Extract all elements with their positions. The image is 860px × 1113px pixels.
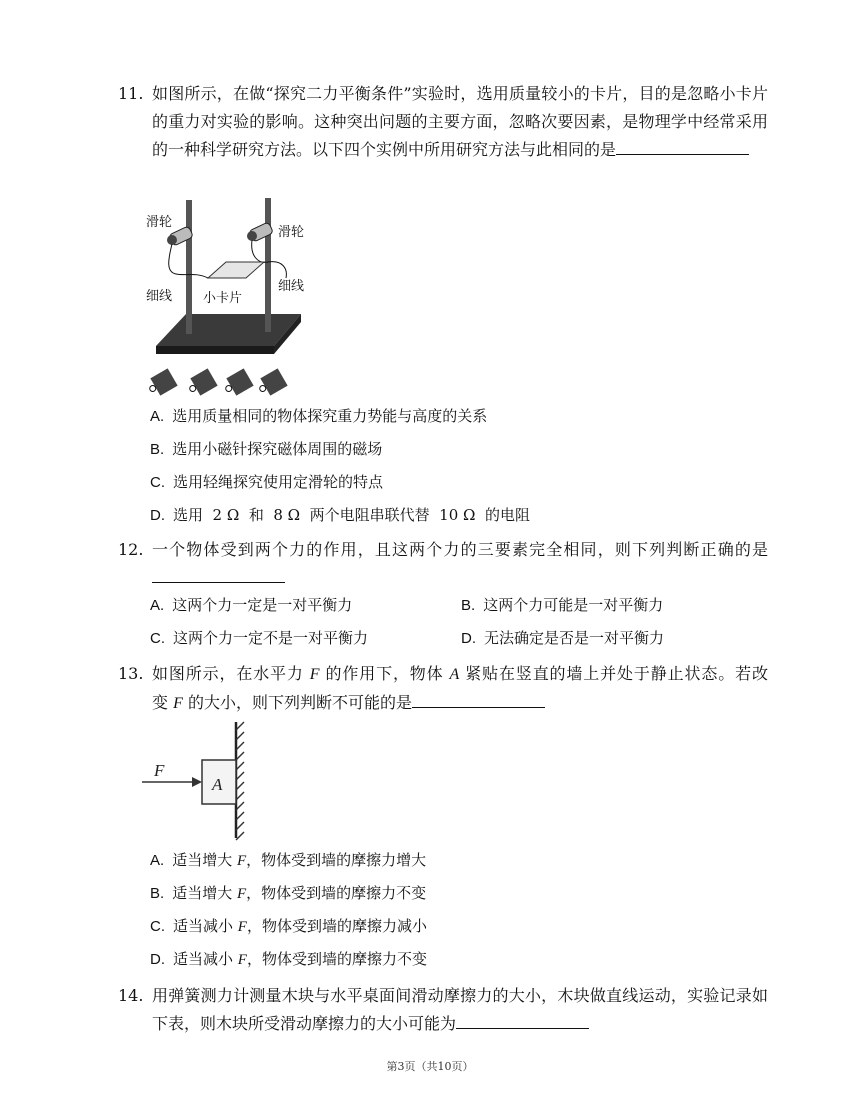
variable-f: F [173,695,183,712]
option-text: ，物体受到墙的摩擦力不变 [246,950,427,968]
option-label: B. [150,441,165,458]
question-text-part: 如图所示，在水平力 [152,664,304,683]
q13-option-a[interactable] [150,849,426,872]
question-11 [118,80,768,164]
q11-option-c[interactable] [150,471,383,494]
option-text: 适当减小 [173,950,234,968]
arrow-head-icon [192,777,202,787]
q13-option-b[interactable] [150,882,426,905]
question-number: 12. [118,540,144,559]
question-12 [118,536,768,592]
q12-option-d[interactable] [461,627,664,650]
answer-blank [152,564,285,583]
q12-option-a[interactable] [150,594,352,617]
q13-option-d[interactable] [150,948,427,971]
variable-f: F [309,666,320,683]
question-text: 如图所示，在做“探究二力平衡条件”实验时，选用质量较小的卡片，目的是忽略小卡片的重力对实验的影响。这种突出问题的主要方面，忽略次要因素，是物理学中经常采用的一种科学研究方法。以下四个实例中所用研究方法与此相同的是 [152,84,768,159]
variable-f: F [237,919,247,935]
variable-f: F [236,886,247,902]
string-label-right: 细线 [278,279,305,294]
q12-option-b[interactable] [461,594,663,617]
answer-blank [616,136,749,155]
option-text: 这两个力一定不是一对平衡力 [173,629,369,647]
option-label: A. [150,408,165,425]
answer-blank [412,689,545,708]
option-text: ，物体受到墙的摩擦力不变 [246,884,427,902]
option-text: ，物体受到墙的摩擦力减小 [246,917,427,935]
option-label: B. [150,885,165,902]
option-text: 选用 2 Ω 和 8 Ω 两个电阻串联代替 10 Ω 的电阻 [173,506,531,524]
q13-option-c[interactable] [150,915,427,938]
page-footer: 第3页（共10页） [386,1060,474,1073]
question-number: 11. [118,84,144,103]
q12-option-c[interactable] [150,627,368,650]
option-text: 选用质量相同的物体探究重力势能与高度的关系 [172,407,488,425]
question-text-part: 的大小，则下列判断不可能的是 [187,693,412,712]
force-label: F [154,761,165,780]
option-label: B. [461,597,476,614]
balance-apparatus-figure [146,196,306,396]
pulley-label-right: 滑轮 [278,225,305,240]
option-text: ，物体受到墙的摩擦力增大 [246,851,427,869]
variable-f: F [236,853,247,869]
option-label: D. [150,951,165,968]
question-13 [118,660,768,718]
option-label: D. [461,630,476,647]
option-label: D. [150,507,165,524]
option-text: 适当增大 [172,884,233,902]
option-text: 选用小磁针探究磁体周围的磁场 [172,440,383,458]
question-number: 13. [118,664,144,683]
question-text-part: 的作用下，物体 [325,664,444,683]
q11-option-d[interactable] [150,504,530,527]
question-text: 用弹簧测力计测量木块与水平桌面间滑动摩擦力的大小，木块做直线运动，实验记录如下表，则木块所受滑动摩擦力的大小可能为 [152,986,768,1033]
answer-blank [456,1010,589,1029]
question-14 [118,982,768,1038]
option-label: A. [150,852,165,869]
pulley-label-left: 滑轮 [146,215,173,230]
block-wall-figure [140,718,250,843]
option-text: 这两个力可能是一对平衡力 [483,596,664,614]
option-label: C. [150,630,165,647]
variable-f: F [237,952,247,968]
variable-a: A [449,666,460,683]
question-text: 一个物体受到两个力的作用，且这两个力的三要素完全相同，则下列判断正确的是 [152,540,768,559]
q11-option-b[interactable] [150,438,382,461]
option-text: 无法确定是否是一对平衡力 [484,629,665,647]
question-text-part: 紧贴在竖直的墙上并处于静止状态。若改变 [152,664,768,712]
option-label: A. [150,597,165,614]
option-text: 适当减小 [173,917,234,935]
option-text: 这两个力一定是一对平衡力 [172,596,353,614]
card-label: 小卡片 [203,291,243,306]
option-text: 适当增大 [172,851,233,869]
option-label: C. [150,918,165,935]
string-label-left: 细线 [146,289,173,304]
option-text: 选用轻绳探究使用定滑轮的特点 [173,473,384,491]
option-label: C. [150,474,165,491]
block-label: A [212,775,223,794]
question-number: 14. [118,986,144,1005]
q11-option-a[interactable] [150,405,487,428]
